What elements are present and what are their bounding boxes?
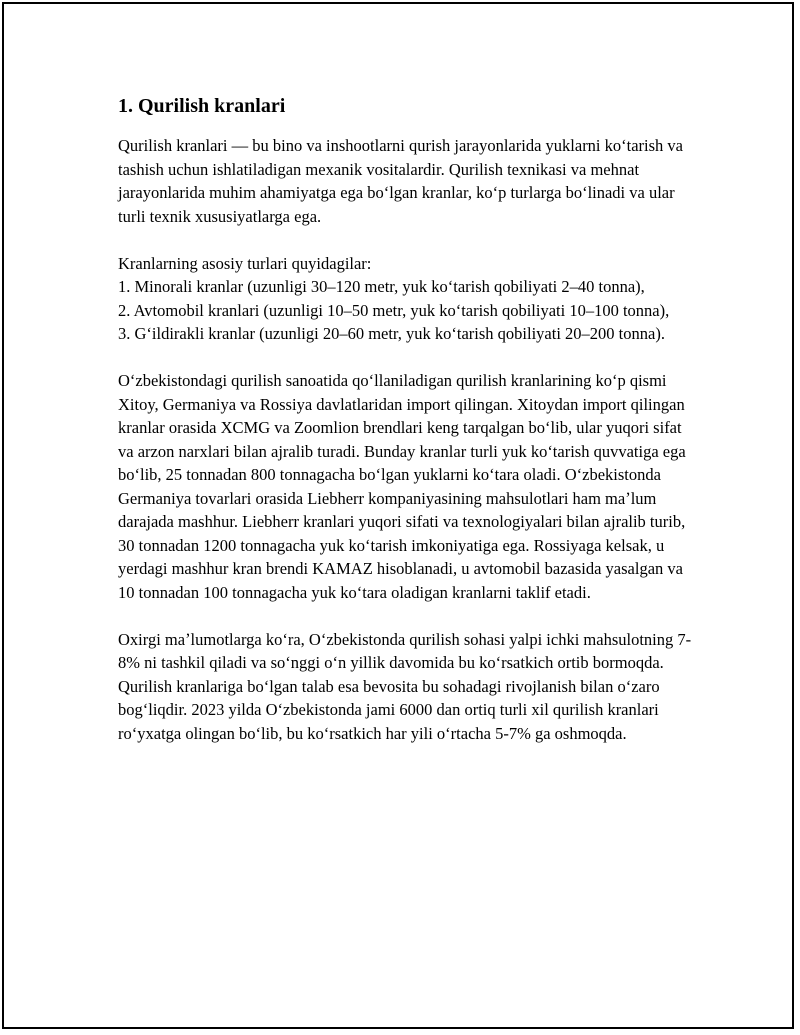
- list-item: 2. Avtomobil kranlari (uzunligi 10–50 metr, yuk koʻtarish qobiliyati 10–100 tonna),: [118, 300, 670, 320]
- statistics-paragraph: Oxirgi maʼlumotlarga koʻra, Oʻzbekistonda qurilish sohasi yalpi ichki mahsulotning 7-8% ni tashkil qiladi va soʻnggi oʻn yillik davomida bu koʻrsatkich ortib bormoqda. Qurilish kranlariga boʻlgan talab esa bevosita bu sohadagi rivojlanish bilan oʻzaro bogʻliqdir. 2023 yilda Oʻzbekistonda jami 6000 dan ortiq turli xil qurilish kranlari roʻyxatga olingan boʻlib, bu koʻrsatkich har yili oʻrtacha 5-7% ga oshmoqda.: [118, 629, 692, 743]
- intro-paragraph: Qurilish kranlari — bu bino va inshootlarni qurish jarayonlarida yuklarni koʻtarish va tashish uchun ishlatiladigan mexanik vositalardir. Qurilish texnikasi va mehnat jarayonlarida muhim ahamiyatga ega boʻlgan kranlar, koʻp turlarga boʻlinadi va ular turli texnik xususiyatlarga ega.: [118, 136, 683, 226]
- document-body: [118, 92, 693, 769]
- list-intro: Kranlarning asosiy turlari quyidagilar:: [118, 253, 372, 273]
- import-paragraph: Oʻzbekistondagi qurilish sanoatida qoʻllaniladigan qurilish kranlarining koʻp qismi Xitoy, Germaniya va Rossiya davlatlaridan import qilingan. Xitoydan import qilingan kranlar orasida XCMG va Zoomlion brendlari keng tarqalgan boʻlib, ular yuqori sifat va arzon narxlari bilan ajralib turadi. Bunday kranlar turli yuk koʻtarish quvvatiga ega boʻlib, 25 tonnadan 800 tonnagacha boʻlgan yuklarni koʻtara oladi. Oʻzbekistonda Germaniya tovarlari orasida Liebherr kompaniyasining mahsulotlari ham maʼlum darajada mashhur. Liebherr kranlari yuqori sifati va texnologiyalari bilan ajralib turib, 30 tonnadan 1200 tonnagacha yuk koʻtarish imkoniyatiga ega. Rossiyaga kelsak, u yerdagi mashhur kran brendi KAMAZ hisoblanadi, u avtomobil bazasida yasalgan va 10 tonnadan 100 tonnagacha yuk koʻtara oladigan kranlarni taklif etadi.: [118, 371, 686, 602]
- crane-types-list: [118, 252, 693, 346]
- list-item: 3. Gʻildirakli kranlar (uzunligi 20–60 metr, yuk koʻtarish qobiliyati 20–200 tonna).: [118, 324, 665, 343]
- list-item: 1. Minorali kranlar (uzunligi 30–120 metr, yuk koʻtarish qobiliyati 2–40 tonna),: [118, 277, 645, 296]
- section-heading: 1. Qurilish kranlari: [118, 95, 286, 117]
